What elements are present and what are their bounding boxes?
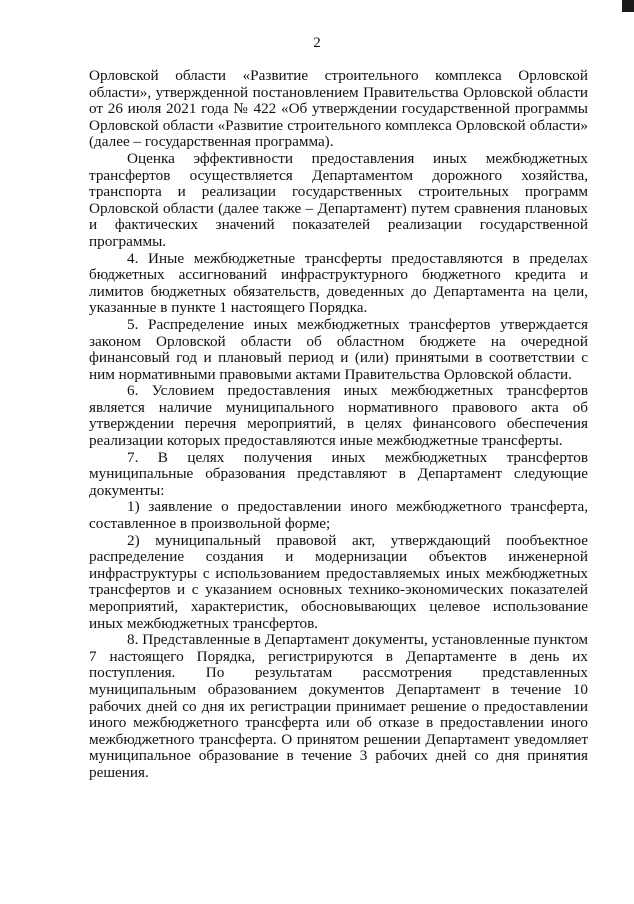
paragraph-efficiency-assessment: Оценка эффективности предоставления иных межбюджетных трансфертов осуществляется Департаментом дорожного хозяйства, транспорта и реализации государственных строительных программ Орловской области (далее также – Департамент) путем сравнения плановых и фактических значений показателей реализации государственной программы. [89,149,588,250]
paragraph-program-continuation: Орловской области «Развитие строительного комплекса Орловской области», утвержденной постановлением Правительства Орловской области от 26 июля 2021 года № 422 «Об утверждении государственной программы Орловской области «Развитие строительного комплекса Орловской области» (далее – государственная программа). [89,67,588,151]
scan-corner-mark [622,0,634,12]
paragraph-item-7: 7. В целях получения иных межбюджетных трансфертов муниципальные образования представляют в Департамент следующие документы: [89,448,588,499]
paragraph-item-5: 5. Распределение иных межбюджетных трансфертов утверждается законом Орловской области об областном бюджете на очередной финансовый год и плановый период и (или) принятыми в соответствии с ним нормативными правовыми актами Правительства Орловской области. [89,315,588,383]
paragraph-item-7-subitem-1: 1) заявление о предоставлении иного межбюджетного трансферта, составленное в произвольной форме; [89,498,588,533]
paragraph-item-4: 4. Иные межбюджетные трансферты предоставляются в пределах бюджетных ассигнований инфраструктурного бюджетного кредита и лимитов бюджетных обязательств, доведенных до Департамента на цели, указанные в пункте 1 настоящего Порядка. [89,249,588,317]
document-body [89,68,588,782]
paragraph-item-7-subitem-2: 2) муниципальный правовой акт, утверждающий пообъектное распределение создания и модернизации объектов инженерной инфраструктуры с использованием предоставляемых иных межбюджетных трансфертов и с указанием основных технико-экономических показателей мероприятий, характеристик, обосновывающих целевое использование иных межбюджетных трансфертов. [89,531,588,632]
paragraph-item-6: 6. Условием предоставления иных межбюджетных трансфертов является наличие муниципального нормативного правового акта об утверждении перечня мероприятий, в целях финансового обеспечения реализации которых предоставляются иные межбюджетные трансферты. [89,382,588,450]
page-number: 2 [313,35,321,51]
paragraph-item-8: 8. Представленные в Департамент документы, установленные пунктом 7 настоящего Порядка, регистрируются в Департаменте в день их поступления. По результатам рассмотрения представленных муниципальным образованием документов Департамент в течение 10 рабочих дней со дня их регистрации принимает решение о предоставлении иного межбюджетного трансферта или об отказе в предоставлении иного межбюджетного трансферта. О принятом решении Департамент уведомляет муниципальное образование в течение 3 рабочих дней со дня принятия решения. [89,631,588,781]
